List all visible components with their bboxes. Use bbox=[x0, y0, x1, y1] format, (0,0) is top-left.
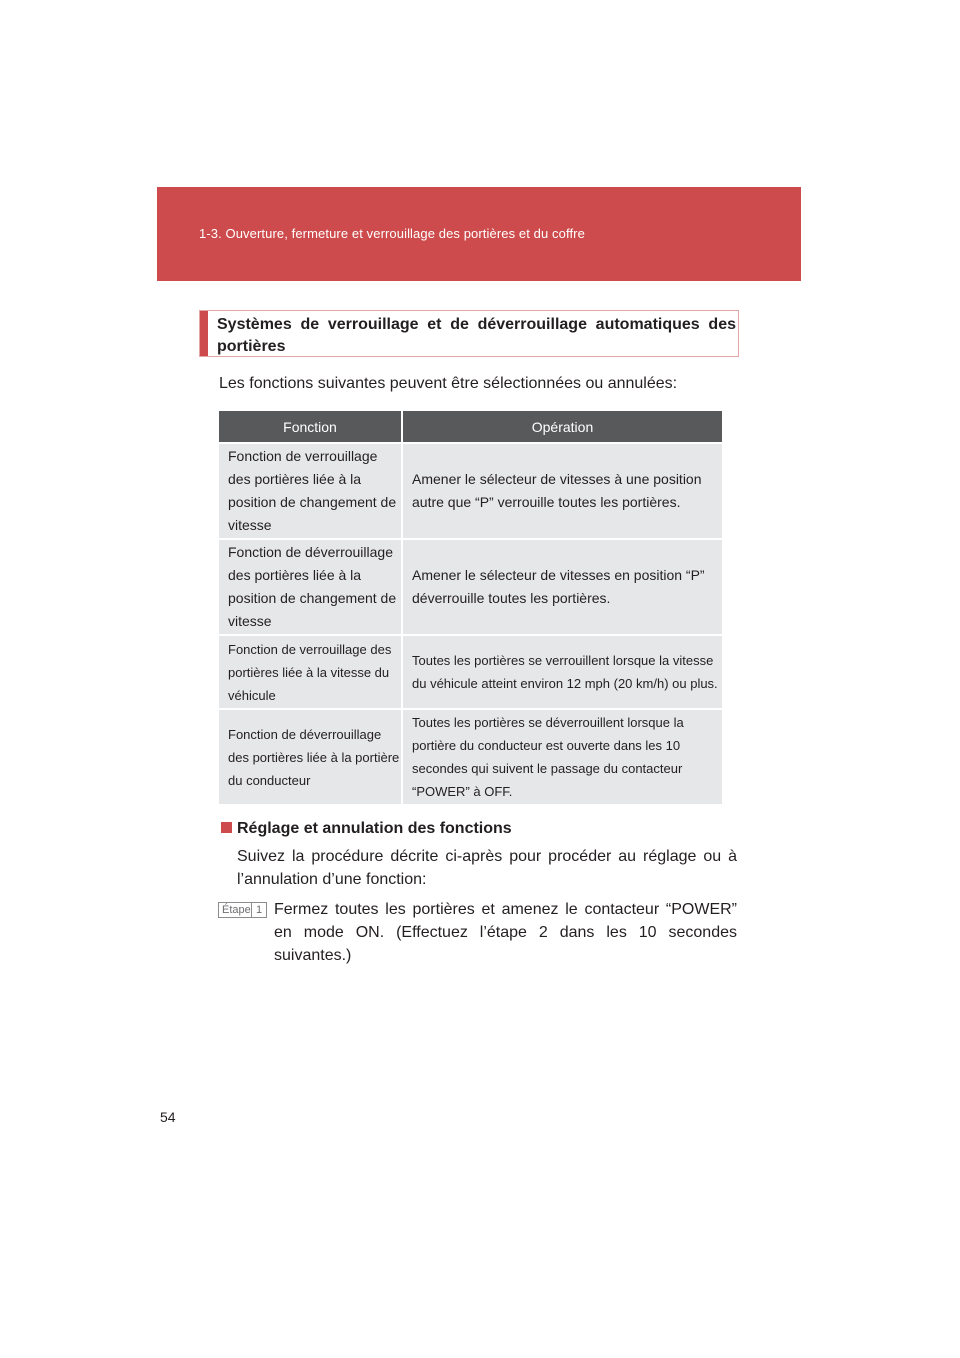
intro-text: Les fonctions suivantes peuvent être sélectionnées ou annulées: bbox=[219, 375, 678, 392]
step-1-text: Fermez toutes les portières et amenez le contacteur “POWER” en mode ON. (Effectuez l’étape 2 dans les 10 secondes suivantes.) bbox=[274, 901, 737, 964]
table-cell-operation: Amener le sélecteur de vitesses à une position autre que “P” verrouille toutes les portières. bbox=[402, 443, 722, 539]
table-cell-fonction: Fonction de déverrouillage des portières liée à la position de changement de vitesse bbox=[219, 539, 402, 635]
function-table bbox=[219, 411, 722, 804]
section-accent-bar bbox=[200, 311, 208, 356]
table-row bbox=[219, 539, 722, 635]
table-cell-operation: Amener le sélecteur de vitesses en position “P” déverrouille toutes les portières. bbox=[402, 539, 722, 635]
bullet-square-icon bbox=[221, 822, 232, 833]
section-title-box bbox=[199, 310, 739, 357]
table-row bbox=[219, 443, 722, 539]
step-label: Étape bbox=[222, 904, 251, 916]
section-title: Systèmes de verrouillage et de déverrouillage automatiques des portières bbox=[217, 316, 736, 355]
table-cell-fonction: Fonction de verrouillage des portières liée à la vitesse du véhicule bbox=[219, 635, 402, 709]
chapter-section-path: 1-3. Ouverture, fermeture et verrouillage des portières et du coffre bbox=[199, 226, 585, 241]
table-cell-fonction: Fonction de verrouillage des portières liée à la position de changement de vitesse bbox=[219, 443, 402, 539]
table-row bbox=[219, 709, 722, 804]
settings-heading bbox=[221, 820, 512, 838]
table-row bbox=[219, 635, 722, 709]
table-cell-operation: Toutes les portières se verrouillent lorsque la vitesse du véhicule atteint environ 12 mph (20 km/h) ou plus. bbox=[402, 635, 722, 709]
column-header-fonction: Fonction bbox=[219, 411, 402, 443]
step-badge bbox=[218, 902, 267, 918]
table-header-row bbox=[219, 411, 722, 443]
chapter-header-band bbox=[157, 187, 801, 281]
page-number: 54 bbox=[160, 1109, 176, 1125]
table-cell-fonction: Fonction de déverrouillage des portières liée à la portière du conducteur bbox=[219, 709, 402, 804]
settings-paragraph: Suivez la procédure décrite ci-après pour procéder au réglage ou à l’annulation d’une fonction: bbox=[237, 848, 737, 888]
column-header-operation: Opération bbox=[402, 411, 722, 443]
step-number: 1 bbox=[251, 903, 266, 917]
table-cell-operation: Toutes les portières se déverrouillent lorsque la portière du conducteur est ouverte dans les 10 secondes qui suivent le passage du contacteur “POWER” à OFF. bbox=[402, 709, 722, 804]
settings-heading-text: Réglage et annulation des fonctions bbox=[237, 820, 512, 837]
